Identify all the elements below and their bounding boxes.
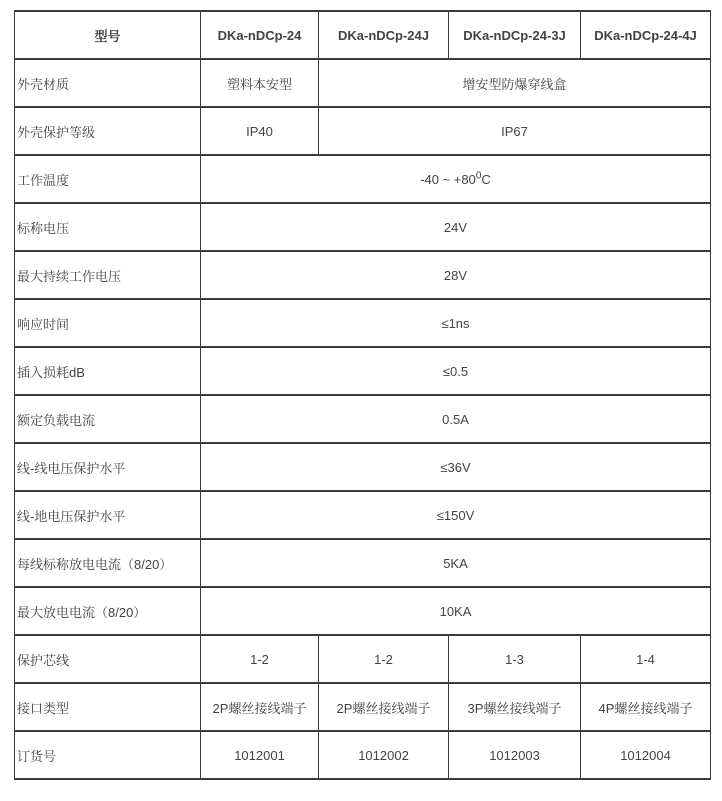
row-line-line-voltage-protection-level (15, 443, 711, 491)
row-label-insertion-loss: 插入损耗dB (15, 347, 201, 395)
row-operating-temperature (15, 155, 711, 203)
row-label-enclosure-protection-rating: 外壳保护等级 (15, 107, 201, 155)
cell-protected-cores-4: 1-4 (581, 635, 711, 683)
cell-order-number-1: 1012001 (201, 731, 319, 779)
table-header-row (15, 11, 711, 59)
cell-operating-temperature (201, 155, 711, 203)
cell-interface-type-3: 3P螺丝接线端子 (449, 683, 581, 731)
cell-max-continuous-operating-voltage: 28V (201, 251, 711, 299)
cell-protected-cores-3: 1-3 (449, 635, 581, 683)
row-label-order-number: 订货号 (15, 731, 201, 779)
cell-interface-type-4: 4P螺丝接线端子 (581, 683, 711, 731)
row-insertion-loss (15, 347, 711, 395)
row-max-discharge-current (15, 587, 711, 635)
cell-order-number-4: 1012004 (581, 731, 711, 779)
row-label-nominal-discharge-current-per-line: 每线标称放电电流（8/20） (15, 539, 201, 587)
row-max-continuous-operating-voltage (15, 251, 711, 299)
cell-interface-type-2: 2P螺丝接线端子 (319, 683, 449, 731)
cell-insertion-loss: ≤0.5 (201, 347, 711, 395)
cell-protected-cores-1: 1-2 (201, 635, 319, 683)
header-model-2: DKa-nDCp-24J (319, 11, 449, 59)
cell-order-number-2: 1012002 (319, 731, 449, 779)
row-protected-cores (15, 635, 711, 683)
temperature-superscript: 0 (475, 170, 482, 182)
cell-shell-material-1: 塑料本安型 (201, 59, 319, 107)
cell-protection-rating-1: IP40 (201, 107, 319, 155)
row-label-response-time: 响应时间 (15, 299, 201, 347)
cell-nominal-voltage: 24V (201, 203, 711, 251)
row-interface-type (15, 683, 711, 731)
cell-nominal-discharge-current-per-line: 5KA (201, 539, 711, 587)
row-label-line-line-voltage-protection-level: 线-线电压保护水平 (15, 443, 201, 491)
row-label-operating-temperature: 工作温度 (15, 155, 201, 203)
row-nominal-discharge-current-per-line (15, 539, 711, 587)
cell-order-number-3: 1012003 (449, 731, 581, 779)
row-nominal-voltage (15, 203, 711, 251)
row-response-time (15, 299, 711, 347)
row-label-max-discharge-current: 最大放电电流（8/20） (15, 587, 201, 635)
row-label-interface-type: 接口类型 (15, 683, 201, 731)
cell-line-line-voltage-protection-level: ≤36V (201, 443, 711, 491)
header-model-4: DKa-nDCp-24-4J (581, 11, 711, 59)
temperature-unit: C (481, 171, 491, 187)
row-enclosure-protection-rating (15, 107, 711, 155)
row-label-max-continuous-operating-voltage: 最大持续工作电压 (15, 251, 201, 299)
row-label-line-ground-voltage-protection-level: 线-地电压保护水平 (15, 491, 201, 539)
cell-shell-material-2: 增安型防爆穿线盒 (319, 59, 711, 107)
cell-rated-load-current: 0.5A (201, 395, 711, 443)
row-line-ground-voltage-protection-level (15, 491, 711, 539)
row-label-protected-cores: 保护芯线 (15, 635, 201, 683)
temperature-value: -40 ~ +80 (420, 171, 476, 187)
row-label-rated-load-current: 额定负载电流 (15, 395, 201, 443)
cell-protected-cores-2: 1-2 (319, 635, 449, 683)
cell-line-ground-voltage-protection-level: ≤150V (201, 491, 711, 539)
row-shell-material (15, 59, 711, 107)
row-rated-load-current (15, 395, 711, 443)
cell-response-time: ≤1ns (201, 299, 711, 347)
row-label-shell-material: 外壳材质 (15, 59, 201, 107)
cell-protection-rating-2: IP67 (319, 107, 711, 155)
header-model-label: 型号 (15, 11, 201, 59)
spec-table (14, 10, 711, 780)
row-label-nominal-voltage: 标称电压 (15, 203, 201, 251)
row-order-number (15, 731, 711, 779)
header-model-3: DKa-nDCp-24-3J (449, 11, 581, 59)
cell-max-discharge-current: 10KA (201, 587, 711, 635)
cell-interface-type-1: 2P螺丝接线端子 (201, 683, 319, 731)
header-model-1: DKa-nDCp-24 (201, 11, 319, 59)
